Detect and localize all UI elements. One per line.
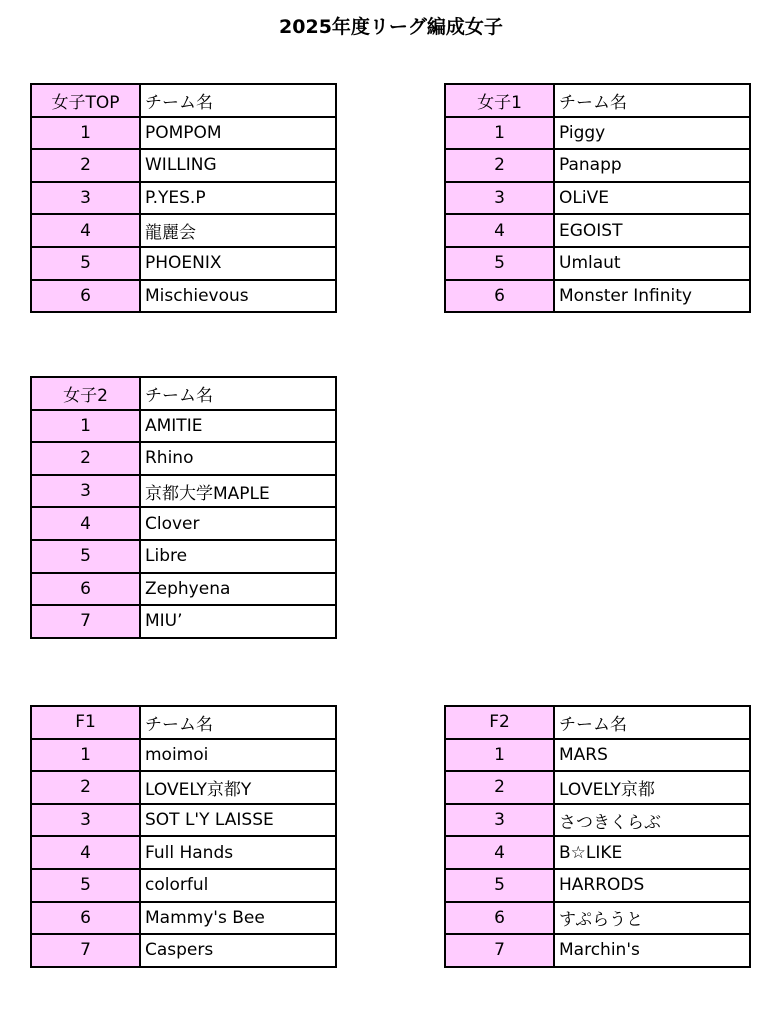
rank-cell: 5 [445, 869, 554, 902]
division-header: 女子2 [31, 377, 140, 410]
team-cell: Marchin's [554, 934, 750, 967]
rank-cell: 2 [445, 771, 554, 804]
table-row [445, 836, 750, 869]
table-header-row [445, 706, 750, 739]
team-cell: LOVELY京都Y [140, 771, 336, 804]
rank-cell: 1 [31, 739, 140, 772]
team-cell: OLiVE [554, 182, 750, 215]
team-cell: SOT L'Y LAISSE [140, 804, 336, 837]
team-cell: moimoi [140, 739, 336, 772]
league-table-2 [30, 376, 337, 639]
team-cell: Zephyena [140, 573, 336, 606]
table-row [445, 182, 750, 215]
rank-cell: 4 [31, 836, 140, 869]
rank-cell: 3 [31, 804, 140, 837]
team-cell: MIU’ [140, 605, 336, 638]
table-header-row [31, 84, 336, 117]
team-cell: LOVELY京都 [554, 771, 750, 804]
table-row [445, 739, 750, 772]
rank-cell: 4 [31, 214, 140, 247]
table-row [31, 771, 336, 804]
team-cell: HARRODS [554, 869, 750, 902]
team-name-header: チーム名 [140, 706, 336, 739]
team-cell: WILLING [140, 149, 336, 182]
rank-cell: 6 [445, 902, 554, 935]
table-row [445, 934, 750, 967]
team-cell: Umlaut [554, 247, 750, 280]
rank-cell: 7 [445, 934, 554, 967]
team-cell: Piggy [554, 117, 750, 150]
table-row [445, 771, 750, 804]
team-name-header: チーム名 [140, 84, 336, 117]
table-row [31, 214, 336, 247]
team-name-header: チーム名 [554, 706, 750, 739]
rank-cell: 1 [31, 410, 140, 443]
table-row [31, 507, 336, 540]
rank-cell: 4 [31, 507, 140, 540]
team-cell: EGOIST [554, 214, 750, 247]
team-cell: すぷらうと [554, 902, 750, 935]
table-header-row [31, 377, 336, 410]
team-cell: P.YES.P [140, 182, 336, 215]
rank-cell: 2 [31, 442, 140, 475]
rank-cell: 7 [31, 605, 140, 638]
table-row [31, 605, 336, 638]
team-name-header: チーム名 [554, 84, 750, 117]
rank-cell: 1 [445, 739, 554, 772]
rank-cell: 3 [31, 475, 140, 508]
table-row [31, 540, 336, 573]
rank-cell: 6 [31, 573, 140, 606]
rank-cell: 5 [31, 540, 140, 573]
team-cell: Mammy's Bee [140, 902, 336, 935]
table-row [445, 214, 750, 247]
table-row [445, 117, 750, 150]
league-table-top [30, 83, 337, 313]
team-cell: さつきくらぶ [554, 804, 750, 837]
team-cell: Rhino [140, 442, 336, 475]
table-row [31, 869, 336, 902]
table-row [445, 247, 750, 280]
team-cell: colorful [140, 869, 336, 902]
table-row [31, 836, 336, 869]
rank-cell: 4 [445, 214, 554, 247]
rank-cell: 1 [31, 117, 140, 150]
table-row [31, 410, 336, 443]
table-row [445, 804, 750, 837]
table-row [31, 475, 336, 508]
table-header-row [31, 706, 336, 739]
rank-cell: 6 [31, 902, 140, 935]
team-cell: Panapp [554, 149, 750, 182]
rank-cell: 2 [31, 771, 140, 804]
table-row [31, 117, 336, 150]
team-cell: POMPOM [140, 117, 336, 150]
team-cell: 龍麗会 [140, 214, 336, 247]
rank-cell: 6 [31, 280, 140, 313]
league-table-f1 [30, 705, 337, 968]
table-row [31, 280, 336, 313]
table-row [445, 149, 750, 182]
league-table-f2 [444, 705, 751, 968]
team-cell: Clover [140, 507, 336, 540]
team-cell: AMITIE [140, 410, 336, 443]
table-row [31, 247, 336, 280]
team-cell: Mischievous [140, 280, 336, 313]
rank-cell: 5 [31, 869, 140, 902]
rank-cell: 5 [31, 247, 140, 280]
table-row [31, 149, 336, 182]
table-row [445, 869, 750, 902]
team-cell: B☆LIKE [554, 836, 750, 869]
table-row [31, 182, 336, 215]
league-table-1 [444, 83, 751, 313]
table-row [31, 442, 336, 475]
table-header-row [445, 84, 750, 117]
team-cell: Full Hands [140, 836, 336, 869]
rank-cell: 3 [31, 182, 140, 215]
team-cell: Libre [140, 540, 336, 573]
rank-cell: 4 [445, 836, 554, 869]
team-cell: MARS [554, 739, 750, 772]
table-row [31, 902, 336, 935]
rank-cell: 2 [31, 149, 140, 182]
rank-cell: 2 [445, 149, 554, 182]
table-row [445, 902, 750, 935]
division-header: 女子TOP [31, 84, 140, 117]
team-name-header: チーム名 [140, 377, 336, 410]
page-title: 2025年度リーグ編成女子 [279, 16, 503, 38]
table-row [31, 573, 336, 606]
rank-cell: 5 [445, 247, 554, 280]
team-cell: Caspers [140, 934, 336, 967]
rank-cell: 3 [445, 182, 554, 215]
division-header: F2 [445, 706, 554, 739]
rank-cell: 7 [31, 934, 140, 967]
division-header: F1 [31, 706, 140, 739]
table-row [31, 934, 336, 967]
team-cell: PHOENIX [140, 247, 336, 280]
division-header: 女子1 [445, 84, 554, 117]
rank-cell: 1 [445, 117, 554, 150]
table-row [31, 739, 336, 772]
rank-cell: 6 [445, 280, 554, 313]
team-cell: Monster Infinity [554, 280, 750, 313]
team-cell: 京都大学MAPLE [140, 475, 336, 508]
rank-cell: 3 [445, 804, 554, 837]
table-row [445, 280, 750, 313]
table-row [31, 804, 336, 837]
